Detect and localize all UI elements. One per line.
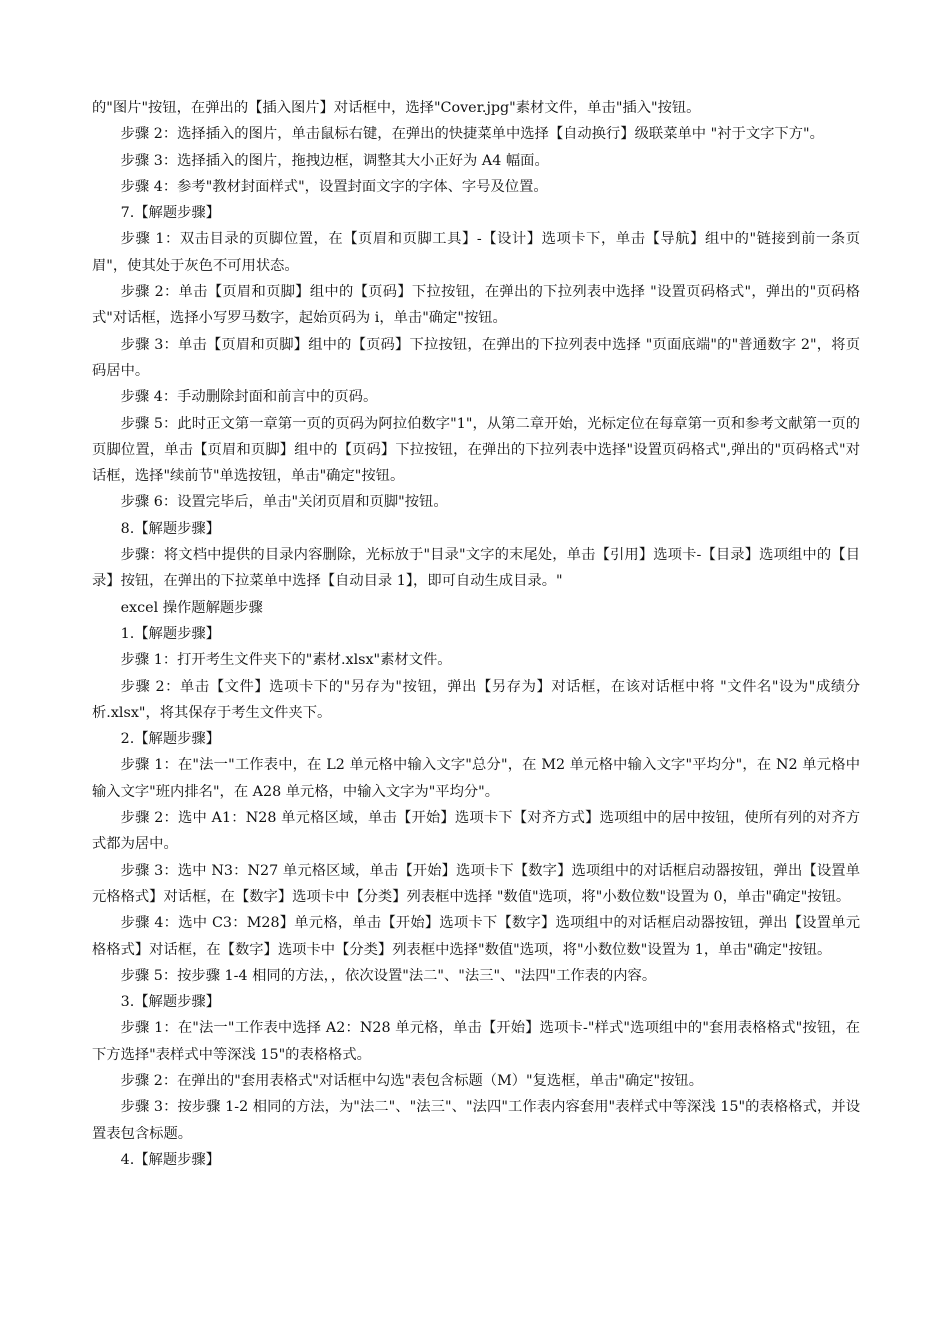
paragraph: 步骤 6：设置完毕后，单击"关闭页眉和页脚"按钮。 [120,494,448,511]
paragraph: 步骤 2：选择插入的图片，单击鼠标右键，在弹出的快捷菜单中选择【自动换行】级联菜单中 "衬于文字下方"。 [120,126,824,143]
document-page [92,95,860,1173]
paragraph: 步骤 3：选择插入的图片，拖拽边框，调整其大小正好为 A4 幅面。 [120,152,549,169]
paragraph: 的"图片"按钮，在弹出的【插入图片】对话框中，选择"Cover.jpg"素材文件，单击"插入"按钮。 [92,100,701,116]
paragraph: 步骤 1：双击目录的页脚位置，在【页眉和页脚工具】-【设计】选项卡下，单击【导航】组中的"链接到前一条页眉"，使其处于灰色不可用状态。 [92,231,860,274]
paragraph: 步骤 5：此时正文第一章第一页的页码为阿拉伯数字"1"，从第二章开始，光标定位在每章第一页和参考文献第一页的页脚位置，单击【页眉和页脚】组中的【页码】下拉按钮，在弹出的下拉列表中选择"设置页码格式",弹出的"页码格式"对话框，选择"续前节"单选按钮，单击"确定"按钮。 [92,415,860,485]
paragraph: 步骤 1：在"法一"工作表中，在 L2 单元格中输入文字"总分"，在 M2 单元格中输入文字"平均分"，在 N2 单元格中输入文字"班内排名"，在 A28 单元格，中输入文字为"平均分"。 [92,757,860,800]
paragraph: 步骤 4：参考"教材封面样式"，设置封面文字的字体、字号及位置。 [120,178,548,195]
paragraph: 步骤 4：选中 C3：M28】单元格，单击【开始】选项卡下【数字】选项组中的对话框启动器按钮，弹出【设置单元格格式】对话框，在【数字】选项卡中【分类】列表框中选择"数值"选项，将"小数位数"设置为 1，单击"确定"按钮。 [92,915,860,958]
paragraph: 步骤 2：单击【页眉和页脚】组中的【页码】下拉按钮，在弹出的下拉列表中选择 "设置页码格式"，弹出的"页码格式"对话框，选择小写罗马数字，起始页码为 i，单击"确定"按钮。 [92,284,860,327]
section-title: excel 操作题解题步骤 [120,599,263,616]
paragraph: 步骤 3：按步骤 1-2 相同的方法，为"法二"、"法三"、"法四"工作表内容套用"表样式中等深浅 15"的表格格式，并设置表包含标题。 [92,1099,860,1142]
paragraph: 步骤 1：在"法一"工作表中选择 A2：N28 单元格，单击【开始】选项卡-"样式"选项组中的"套用表格格式"按钮，在下方选择"表样式中等深浅 15"的表格格式。 [92,1020,860,1063]
section-heading: 1.【解题步骤】 [120,625,221,642]
paragraph: 步骤 2：单击【文件】选项卡下的"另存为"按钮，弹出【另存为】对话框，在该对话框中将 "文件名"设为"成绩分析.xlsx"，将其保存于考生文件夹下。 [92,678,860,721]
paragraph: 步骤 4：手动删除封面和前言中的页码。 [120,389,378,406]
section-heading: 2.【解题步骤】 [120,731,221,748]
section-heading: 8.【解题步骤】 [120,520,221,537]
paragraph: 步骤 5：按步骤 1-4 相同的方法，，依次设置"法二"、"法三"、"法四"工作表的内容。 [120,967,657,984]
paragraph: 步骤 1：打开考生文件夹下的"素材.xlsx"素材文件。 [120,652,452,669]
paragraph: 步骤 2：在弹出的"套用表格式"对话框中勾选"表包含标题（M）"复选框，单击"确定"按钮。 [120,1072,704,1089]
section-heading: 3.【解题步骤】 [120,994,221,1011]
paragraph: 步骤：将文档中提供的目录内容删除，光标放于"目录"文字的末尾处，单击【引用】选项卡-【目录】选项组中的【目录】按钮，在弹出的下拉菜单中选择【自动目录 1】，即可自动生成目录。" [92,547,860,590]
paragraph: 步骤 3：选中 N3：N27 单元格区域，单击【开始】选项卡下【数字】选项组中的对话框启动器按钮，弹出【设置单元格格式】对话框，在【数字】选项卡中【分类】列表框中选择 "数值"选项，将"小数位数"设置为 0，单击"确定"按钮。 [92,862,860,905]
section-heading: 7.【解题步骤】 [120,205,221,222]
paragraph: 步骤 3：单击【页眉和页脚】组中的【页码】下拉按钮，在弹出的下拉列表中选择 "页面底端"的"普通数字 2"，将页码居中。 [92,336,860,379]
section-heading: 4.【解题步骤】 [120,1151,221,1168]
paragraph: 步骤 2：选中 A1：N28 单元格区域，单击【开始】选项卡下【对齐方式】选项组中的居中按钮，使所有列的对齐方式都为居中。 [92,810,860,853]
